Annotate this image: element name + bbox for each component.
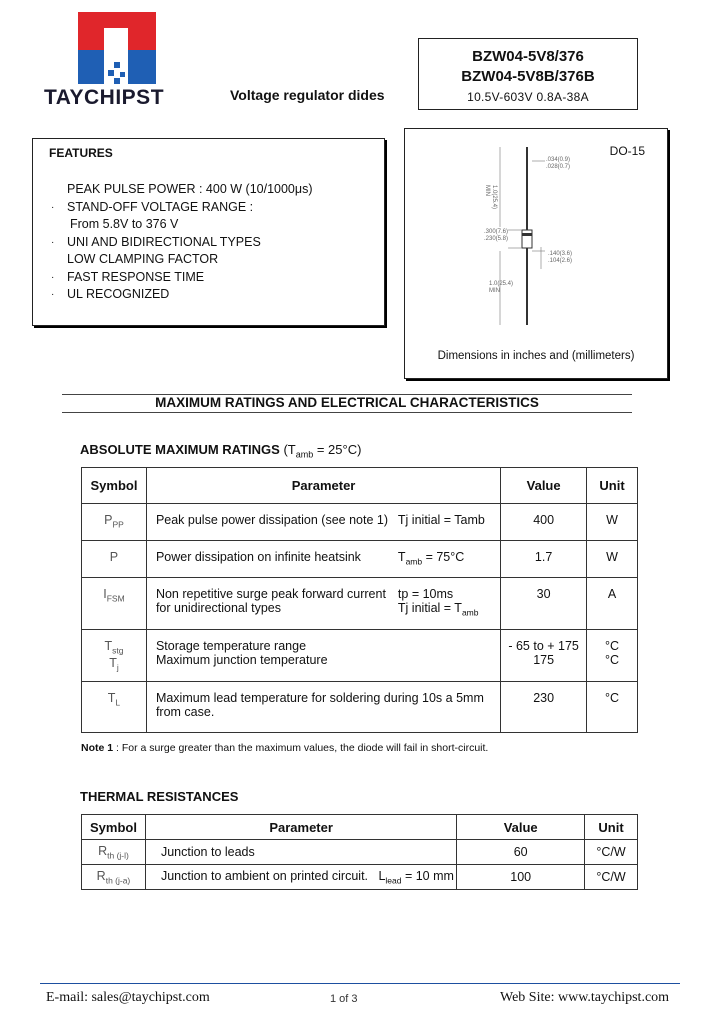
part-number-unidirectional: BZW04-5V8/376 <box>472 48 584 65</box>
row-value: 100 <box>457 865 585 890</box>
logo-text: TAYCHIPST <box>44 86 165 109</box>
col-parameter: Parameter <box>145 815 456 840</box>
row-condition: tp = 10ms Tj initial = $T_{amb}$ <box>394 578 501 630</box>
row-symbol: P <box>82 541 147 578</box>
table-row <box>82 865 638 890</box>
page-number: 1 of 3 <box>330 993 358 1005</box>
col-symbol: Symbol <box>82 815 146 840</box>
table-row <box>82 630 638 682</box>
row-unit: °C <box>587 682 638 733</box>
col-unit: Unit <box>585 815 638 840</box>
feature-item: LOW CLAMPING FACTOR <box>67 252 219 266</box>
row-symbol: $T_L$ <box>82 682 147 733</box>
dim-lead-length-top: 1.0(25.4) MIN <box>484 185 497 210</box>
footer-divider <box>40 983 680 984</box>
package-caption: Dimensions in inches and (millimeters) <box>437 350 635 362</box>
features-title: FEATURES <box>49 146 113 160</box>
bullet-icon: · <box>51 201 55 213</box>
dim-lead-diameter: .034(0.9) .028(0.7) <box>546 157 571 170</box>
part-number-bidirectional: BZW04-5V8B/376B <box>461 68 595 85</box>
features-list <box>49 181 313 304</box>
col-parameter: Parameter <box>146 468 500 504</box>
feature-item: · FAST RESPONSE TIME <box>49 269 313 287</box>
thermal-table <box>81 814 638 890</box>
row-parameter: Junction to ambient on printed circuit. $L_{lead} = 10$ mm <box>145 865 456 890</box>
feature-item: · STAND-OFF VOLTAGE RANGE : <box>49 199 313 217</box>
row-value: 230 <box>501 682 587 733</box>
section-title: MAXIMUM RATINGS AND ELECTRICAL CHARACTERISTICS <box>155 395 539 410</box>
row-value: 30 <box>501 578 587 630</box>
row-unit: °C/W <box>585 865 638 890</box>
feature-item: · UL RECOGNIZED <box>49 286 313 304</box>
table-row <box>82 682 638 733</box>
do15-outline-drawing <box>405 129 669 380</box>
row-value: - 65 to + 175 175 <box>501 630 587 682</box>
row-symbol: $R_{th (j-l)}$ <box>82 840 146 865</box>
feature-item: From 5.8V to 376 V <box>70 217 179 231</box>
table-row <box>82 504 638 541</box>
abs-ratings-table <box>81 467 638 733</box>
package-outline-box <box>404 128 668 379</box>
row-parameter: Peak pulse power dissipation (see note 1) <box>146 504 393 541</box>
row-condition: $T_{amb} = 75^\circ C$ <box>394 541 501 578</box>
row-unit: A <box>587 578 638 630</box>
row-symbol: $R_{th (j-a)}$ <box>82 865 146 890</box>
section-divider-bottom <box>62 412 632 413</box>
row-parameter: Junction to leads <box>145 840 456 865</box>
row-unit: °C/W <box>585 840 638 865</box>
table-header-row <box>82 468 638 504</box>
dim-lead-length-bottom: 1.0(25.4) MIN <box>489 281 514 294</box>
dim-body-length: .140(3.6) .104(2.6) <box>548 251 573 264</box>
table-row <box>82 578 638 630</box>
dim-body-diameter: .300(7.6) .230(5.8) <box>484 229 509 242</box>
bullet-icon: · <box>51 271 55 283</box>
part-spec: 10.5V-603V 0.8A-38A <box>467 90 589 104</box>
col-value: Value <box>501 468 587 504</box>
table-row <box>82 541 638 578</box>
row-symbol: $I_{FSM}$ <box>82 578 147 630</box>
footer-website[interactable]: Web Site: www.taychipst.com <box>500 990 670 1005</box>
feature-item: · UNI AND BIDIRECTIONAL TYPES <box>49 234 313 252</box>
table-header-row <box>82 815 638 840</box>
package-name: DO-15 <box>609 144 645 158</box>
col-value: Value <box>457 815 585 840</box>
row-value: 60 <box>457 840 585 865</box>
row-parameter: Non repetitive surge peak forward current for unidirectional types <box>146 578 393 630</box>
thermal-heading: THERMAL RESISTANCES <box>80 789 239 804</box>
row-parameter: Power dissipation on infinite heatsink <box>146 541 393 578</box>
row-symbol: $T_{stg}$ $T_j$ <box>82 630 147 682</box>
row-value: 400 <box>501 504 587 541</box>
feature-item: PEAK PULSE POWER : 400 W (10/1000μs) <box>67 182 313 196</box>
note-1: Note 1 : For a surge greater than the maximum values, the diode will fail in short-circuit. <box>81 742 489 754</box>
row-value: 1.7 <box>501 541 587 578</box>
row-unit: W <box>587 504 638 541</box>
table-row <box>82 840 638 865</box>
part-number-box <box>418 38 638 110</box>
row-unit: W <box>587 541 638 578</box>
document-subtitle: Voltage regulator dides <box>230 87 385 103</box>
row-parameter: Storage temperature range Maximum junction temperature <box>146 630 500 682</box>
bullet-icon: · <box>51 289 55 300</box>
row-parameter: Maximum lead temperature for soldering during 10s a 5mm from case. <box>146 682 500 733</box>
row-unit: °C °C <box>587 630 638 682</box>
company-logo <box>78 12 160 84</box>
features-box <box>32 138 385 326</box>
footer-email[interactable]: E-mail: sales@taychipst.com <box>46 990 210 1005</box>
col-unit: Unit <box>587 468 638 504</box>
row-condition: Tj initial = Tamb <box>394 504 501 541</box>
abs-ratings-heading: ABSOLUTE MAXIMUM RATINGS $(T_{amb} = 25^\circ C)$ <box>80 442 362 460</box>
col-symbol: Symbol <box>82 468 147 504</box>
row-symbol: $P_{PP}$ <box>82 504 147 541</box>
bullet-icon: · <box>51 236 55 248</box>
